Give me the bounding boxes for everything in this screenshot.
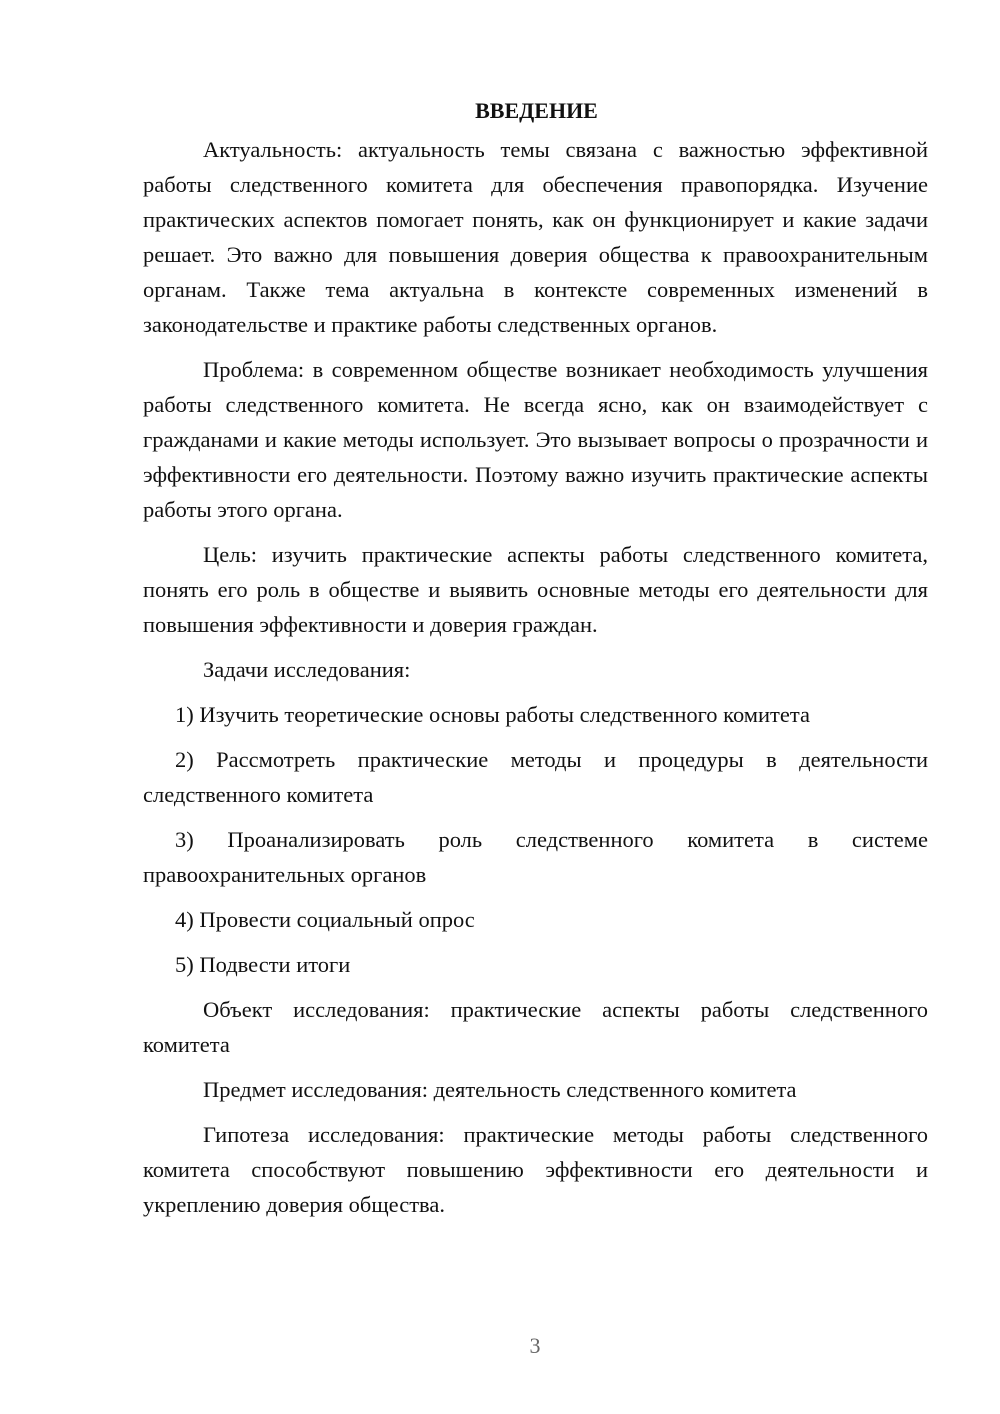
task-item-4: 4) Провести социальный опрос (175, 907, 475, 932)
relevance-paragraph: Актуальность: актуальность темы связана с важностью эффективной работы следственного комитета для обеспечения правопорядка. Изучение практических аспектов помогает понять, как он функционирует и какие задачи решает. Это важно для повышения доверия общества к правоохранительным органам. Также тема актуальна в контексте современных изменений в законодательстве и практике работы следственных органов. (143, 137, 928, 337)
task-item-5: 5) Подвести итоги (175, 952, 351, 977)
task-item-1: 1) Изучить теоретические основы работы следственного комитета (175, 702, 810, 727)
document-page (143, 96, 928, 1232)
task-item-3: 3) Проанализировать роль следственного комитета в системе правоохранительных органов (143, 827, 928, 887)
page-number: 3 (529, 1333, 541, 1358)
subject-paragraph: Предмет исследования: деятельность следственного комитета (203, 1077, 797, 1102)
tasks-heading: Задачи исследования: (203, 657, 411, 682)
object-paragraph: Объект исследования: практические аспекты работы следственного комитета (143, 997, 928, 1057)
problem-paragraph: Проблема: в современном обществе возникает необходимость улучшения работы следственного комитета. Не всегда ясно, как он взаимодействует с гражданами и какие методы использует. Это вызывает вопросы о прозрачности и эффективности его деятельности. Поэтому важно изучить практические аспекты работы этого органа. (143, 357, 928, 522)
task-item-2: 2) Рассмотреть практические методы и процедуры в деятельности следственного комитета (143, 747, 928, 807)
goal-paragraph: Цель: изучить практические аспекты работы следственного комитета, понять его роль в обществе и выявить основные методы его деятельности для повышения эффективности и доверия граждан. (143, 542, 928, 637)
hypothesis-paragraph: Гипотеза исследования: практические методы работы следственного комитета способствуют повышению эффективности его деятельности и укреплению доверия общества. (143, 1122, 928, 1217)
page-title: ВВЕДЕНИЕ (475, 98, 598, 123)
